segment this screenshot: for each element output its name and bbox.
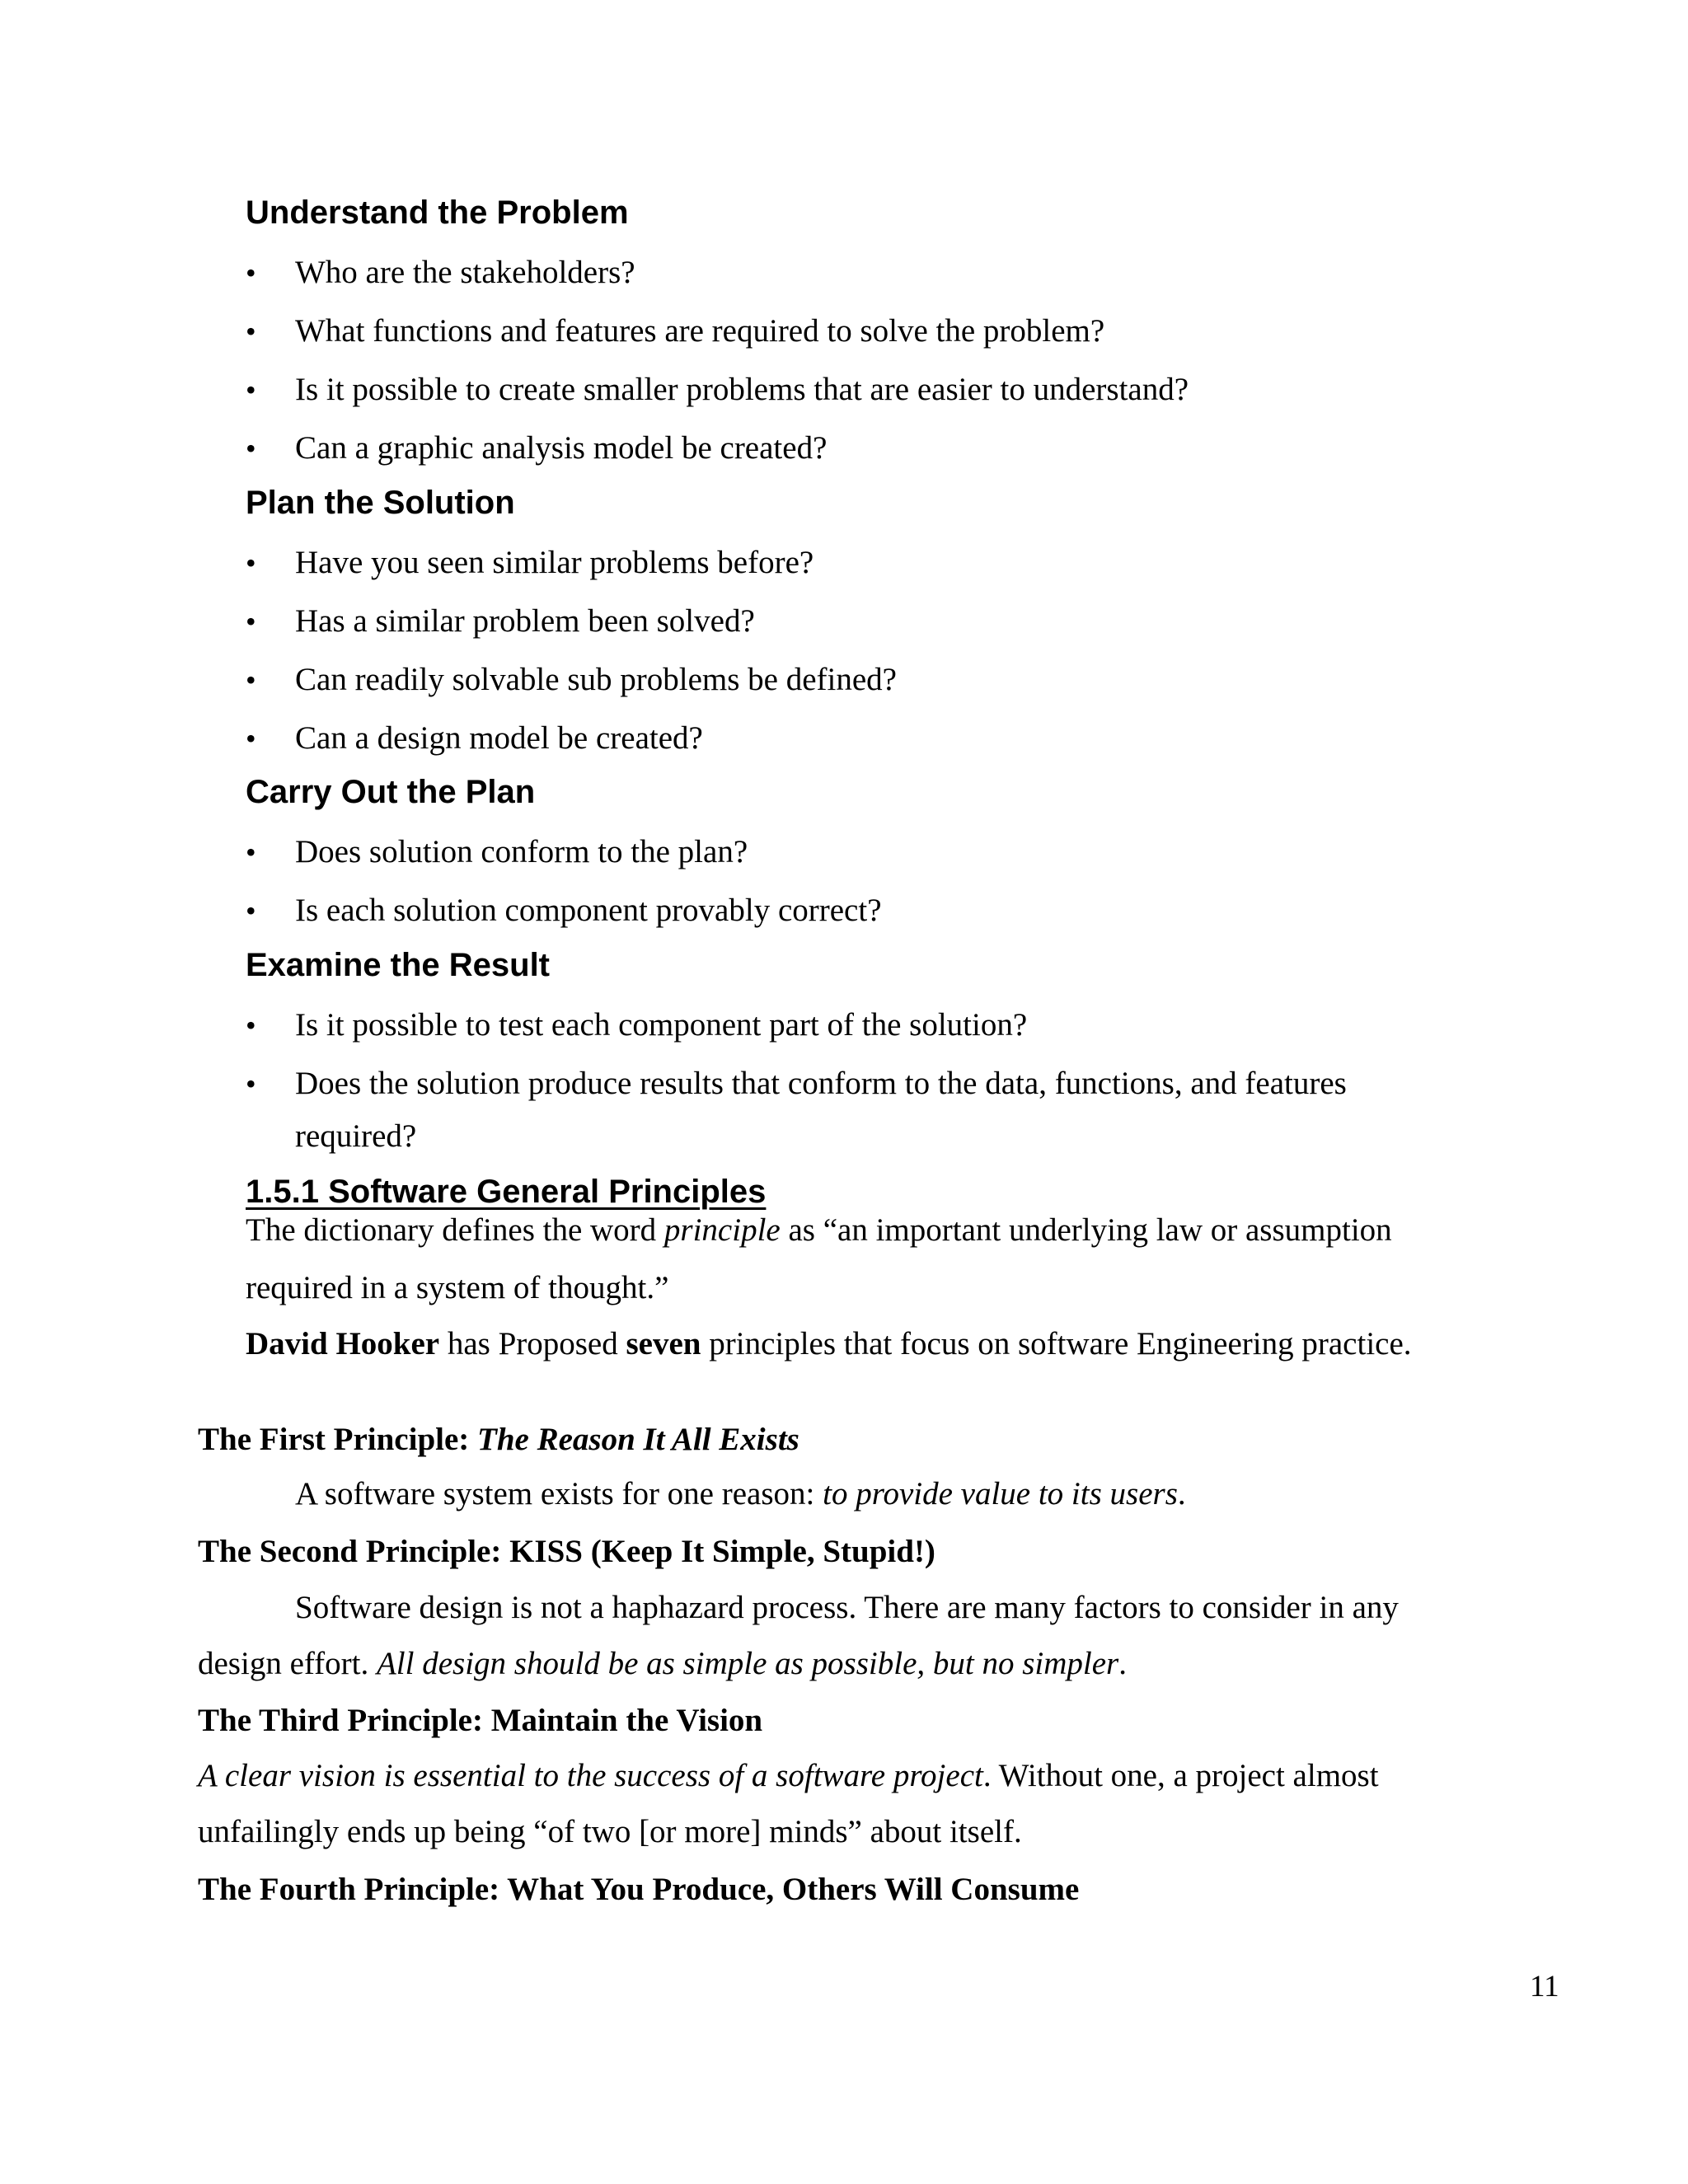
- list-item-text: Have you seen similar problems before?: [295, 545, 814, 580]
- section-heading-plan-solution: Plan the Solution: [246, 485, 515, 521]
- bullet-icon: •: [246, 432, 256, 465]
- text-span: .: [1118, 1646, 1127, 1681]
- text-span: The First Principle:: [198, 1422, 478, 1457]
- list-item-text: Is it possible to test each component part of the solution?: [295, 1007, 1028, 1043]
- text-span: has Proposed: [439, 1326, 626, 1361]
- list-item-text: Who are the stakeholders?: [295, 255, 635, 290]
- list-item-text: Does the solution produce results that conform to the data, functions, and features: [295, 1066, 1347, 1101]
- text-span: design effort.: [198, 1646, 377, 1681]
- paragraph-line: [198, 1637, 1127, 1691]
- principle-heading-fourth: The Fourth Principle: What You Produce, Others Will Consume: [198, 1872, 1080, 1907]
- italic-phrase: A clear vision is essential to the success of a software project: [198, 1758, 983, 1793]
- text-span: as “an important underlying law or assumption: [780, 1212, 1392, 1248]
- section-heading-carry-out-plan: Carry Out the Plan: [246, 774, 536, 810]
- paragraph-line: [295, 1467, 1186, 1521]
- bold-term: seven: [626, 1326, 701, 1361]
- list-item-text: Is each solution component provably correct?: [295, 893, 882, 928]
- bullet-icon: •: [246, 894, 256, 927]
- text-span: . Without one, a project almost: [982, 1758, 1379, 1793]
- bullet-icon: •: [246, 722, 256, 755]
- bullet-icon: •: [246, 1067, 256, 1100]
- paragraph-line: unfailingly ends up being “of two [or more] minds” about itself.: [198, 1814, 1022, 1849]
- italic-phrase: All design should be as simple as possible, but no simpler: [376, 1646, 1119, 1681]
- subsection-heading: 1.5.1 Software General Principles: [246, 1174, 767, 1210]
- text-span: A software system exists for one reason:: [295, 1476, 823, 1511]
- italic-phrase: to provide value to its users: [823, 1476, 1178, 1511]
- paragraph-line: [246, 1203, 1392, 1258]
- bullet-icon: •: [246, 256, 256, 289]
- text-span: .: [1177, 1476, 1186, 1511]
- list-item-text: Can a design model be created?: [295, 720, 703, 756]
- list-item-text: Does solution conform to the plan?: [295, 834, 748, 869]
- section-heading-understand-problem: Understand the Problem: [246, 194, 629, 231]
- principle-heading-third: The Third Principle: Maintain the Vision: [198, 1703, 763, 1738]
- list-item-text: Has a similar problem been solved?: [295, 603, 755, 639]
- bullet-icon: •: [246, 315, 256, 348]
- bullet-icon: •: [246, 1009, 256, 1042]
- list-item-text: Can readily solvable sub problems be defined?: [295, 662, 897, 697]
- paragraph-line: required in a system of thought.”: [246, 1270, 669, 1305]
- text-span: The dictionary defines the word: [246, 1212, 664, 1248]
- section-heading-examine-result: Examine the Result: [246, 947, 551, 983]
- list-item-text: What functions and features are required to solve the problem?: [295, 313, 1105, 349]
- principle-heading-second: The Second Principle: KISS (Keep It Simple, Stupid!): [198, 1534, 935, 1569]
- paragraph-line: [246, 1317, 1412, 1371]
- author-name: David Hooker: [246, 1326, 440, 1361]
- text-span: principles that focus on software Engineering practice.: [701, 1326, 1412, 1361]
- bullet-icon: •: [246, 605, 256, 638]
- paragraph-line: Software design is not a haphazard process. There are many factors to consider in any: [295, 1590, 1399, 1625]
- paragraph-line: [198, 1749, 1379, 1803]
- list-item-text: required?: [295, 1118, 417, 1154]
- principle-heading-first: [198, 1413, 799, 1467]
- bullet-icon: •: [246, 663, 256, 696]
- text-span: The Reason It All Exists: [477, 1422, 799, 1457]
- italic-term: principle: [663, 1212, 781, 1248]
- page-number: 11: [1530, 1970, 1559, 2004]
- list-item-text: Can a graphic analysis model be created?: [295, 430, 828, 466]
- bullet-icon: •: [246, 836, 256, 869]
- list-item-text: Is it possible to create smaller problems that are easier to understand?: [295, 372, 1189, 407]
- bullet-icon: •: [246, 546, 256, 579]
- bullet-icon: •: [246, 373, 256, 406]
